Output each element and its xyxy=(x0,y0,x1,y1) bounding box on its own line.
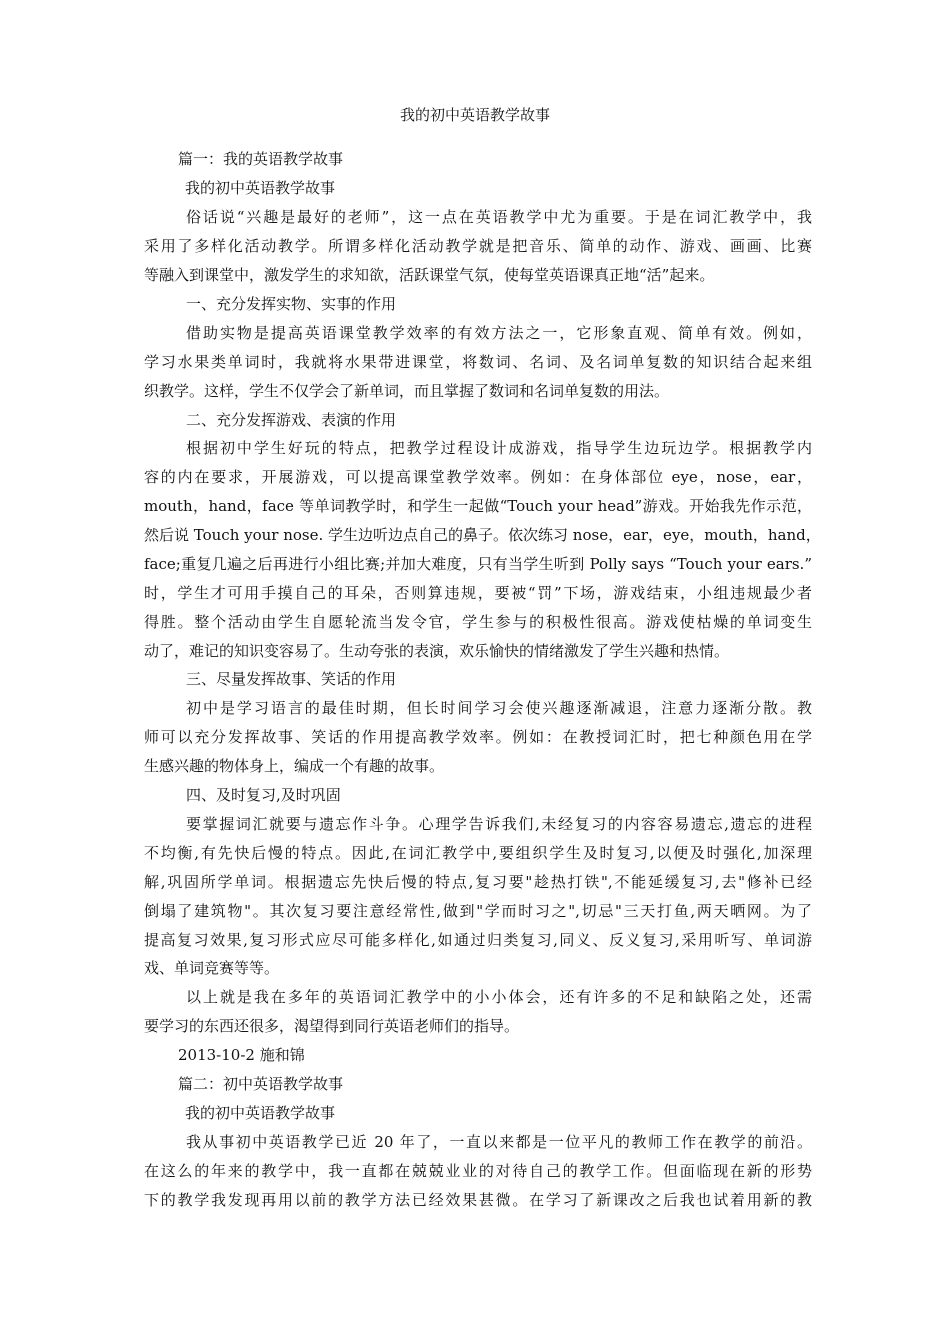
paragraph-line: 下的教学我发现再用以前的教学方法已经效果甚微。在学习了新课改之后我也试着用新的教 xyxy=(144,1191,812,1209)
paragraph-line: 要学习的东西还很多，渴望得到同行英语老师们的指导。 xyxy=(144,1017,520,1035)
paragraph-line: 得胜。整个活动由学生自愿轮流当发令官，学生参与的积极性很高。游戏使枯燥的单词变生 xyxy=(144,613,812,631)
subsection-heading: 二、充分发挥游戏、表演的作用 xyxy=(186,411,397,429)
paragraph-line: mouth，hand，face 等单词教学时，和学生一起做“Touch your head”游戏。开始我先作示范， xyxy=(144,497,812,515)
paragraph-line: 解,巩固所学单词。根据遗忘先快后慢的特点,复习要"趁热打铁",不能延缓复习,去"修补已经 xyxy=(144,873,812,891)
section-subtitle-2: 我的初中英语教学故事 xyxy=(185,1104,336,1122)
paragraph-line: 等融入到课堂中，激发学生的求知欲，活跃课堂气氛，使每堂英语课真正地“活”起来。 xyxy=(144,266,715,284)
paragraph-line: 容的内在要求，开展游戏，可以提高课堂教学效率。例如：在身体部位 eye，nose，ear， xyxy=(144,468,812,486)
paragraph-line: 倒塌了建筑物"。其次复习要注意经常性,做到"学而时习之",切忌"三天打鱼,两天晒网。为了 xyxy=(144,902,812,920)
paragraph-line: 俗话说“兴趣是最好的老师”，这一点在英语教学中尤为重要。于是在词汇教学中，我 xyxy=(186,208,812,226)
paragraph-line: 初中是学习语言的最佳时期，但长时间学习会使兴趣逐渐减退，注意力逐渐分散。教 xyxy=(186,699,812,717)
paragraph-line: 提高复习效果,复习形式应尽可能多样化,如通过归类复习,同义、反义复习,采用听写、单词游 xyxy=(144,931,812,949)
paragraph-line: 不均衡,有先快后慢的特点。因此,在词汇教学中,要组织学生及时复习,以便及时强化,加深理 xyxy=(144,844,812,862)
paragraph-line: 师可以充分发挥故事、笑话的作用提高教学效率。例如：在教授词汇时，把七种颜色用在学 xyxy=(144,728,812,746)
paragraph-line: 时，学生才可用手摸自己的耳朵，否则算违规，要被“罚”下场，游戏结束，小组违规最少者 xyxy=(144,584,812,602)
paragraph-line: 戏、单词竞赛等等。 xyxy=(144,959,280,977)
paragraph-line: 织教学。这样，学生不仅学会了新单词，而且掌握了数词和名词单复数的用法。 xyxy=(144,382,670,400)
signature-date: 2013-10-2 施和锦 xyxy=(178,1046,305,1064)
paragraph-line: 借助实物是提高英语课堂教学效率的有效方法之一，它形象直观、简单有效。例如， xyxy=(186,324,812,342)
section-heading-2: 篇二：初中英语教学故事 xyxy=(178,1075,344,1093)
paragraph-line: 然后说 Touch your nose. 学生边听边点自己的鼻子。依次练习 nose，ear，eye，mouth，hand， xyxy=(144,526,821,544)
subsection-heading: 一、充分发挥实物、实事的作用 xyxy=(186,295,397,313)
paragraph-line: 根据初中学生好玩的特点，把教学过程设计成游戏，指导学生边玩边学。根据教学内 xyxy=(186,439,812,457)
subsection-heading: 四、及时复习,及时巩固 xyxy=(186,786,341,804)
paragraph-line: 我从事初中英语教学已近 20 年了，一直以来都是一位平凡的教师工作在教学的前沿。 xyxy=(186,1133,812,1151)
document-title: 我的初中英语教学故事 xyxy=(399,106,550,124)
paragraph-line: 采用了多样化活动教学。所谓多样化活动教学就是把音乐、简单的动作、游戏、画画、比赛 xyxy=(144,237,812,255)
section-subtitle-1: 我的初中英语教学故事 xyxy=(185,179,336,197)
paragraph-line: 动了，难记的知识变容易了。生动夸张的表演，欢乐愉快的情绪激发了学生兴趣和热情。 xyxy=(144,642,730,660)
paragraph-line: 学习水果类单词时，我就将水果带进课堂，将数词、名词、及名词单复数的知识结合起来组 xyxy=(144,353,812,371)
paragraph-line: face;重复几遍之后再进行小组比赛;并加大难度，只有当学生听到 Polly says “Touch your ears.” xyxy=(144,555,812,573)
paragraph-line: 要掌握词汇就要与遗忘作斗争。心理学告诉我们,未经复习的内容容易遗忘,遗忘的进程 xyxy=(186,815,812,833)
paragraph-line: 在这么的年来的教学中，我一直都在兢兢业业的对待自己的教学工作。但面临现在新的形势 xyxy=(144,1162,812,1180)
paragraph-line: 以上就是我在多年的英语词汇教学中的小小体会，还有许多的不足和缺陷之处，还需 xyxy=(186,988,812,1006)
subsection-heading: 三、尽量发挥故事、笑话的作用 xyxy=(186,670,397,688)
paragraph-line: 生感兴趣的物体身上，编成一个有趣的故事。 xyxy=(144,757,445,775)
section-heading-1: 篇一：我的英语教学故事 xyxy=(178,150,344,168)
